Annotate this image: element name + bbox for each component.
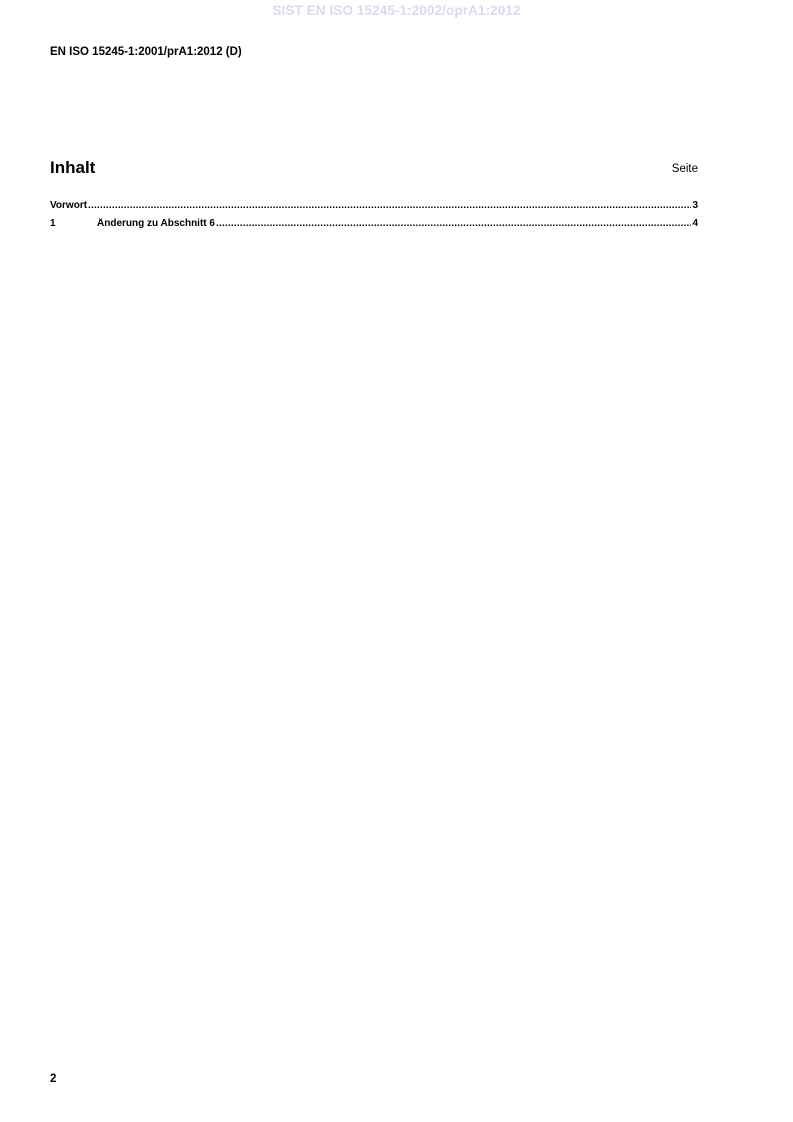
- toc-entry-page: 4: [692, 218, 698, 229]
- toc-entry-section-1[interactable]: [50, 218, 698, 236]
- toc-entry-text: Vorwort: [50, 200, 88, 211]
- toc-dot-leader: [216, 218, 691, 229]
- toc-entry-vorwort[interactable]: [50, 200, 698, 218]
- watermark: SIST EN ISO 15245-1:2002/oprA1:2012: [272, 3, 521, 18]
- toc-dot-leader: [88, 200, 691, 211]
- toc-entry-number: 1: [50, 218, 56, 229]
- toc-list: [50, 200, 698, 236]
- toc-page-label: Seite: [671, 163, 698, 175]
- document-id-header: EN ISO 15245-1:2001/prA1:2012 (D): [50, 46, 242, 58]
- toc-entry-page: 3: [692, 200, 698, 211]
- toc-heading-row: [50, 158, 698, 180]
- toc-entry-text: Änderung zu Abschnitt 6: [97, 218, 215, 229]
- page-number: 2: [50, 1073, 57, 1085]
- toc-title: Inhalt: [50, 158, 96, 177]
